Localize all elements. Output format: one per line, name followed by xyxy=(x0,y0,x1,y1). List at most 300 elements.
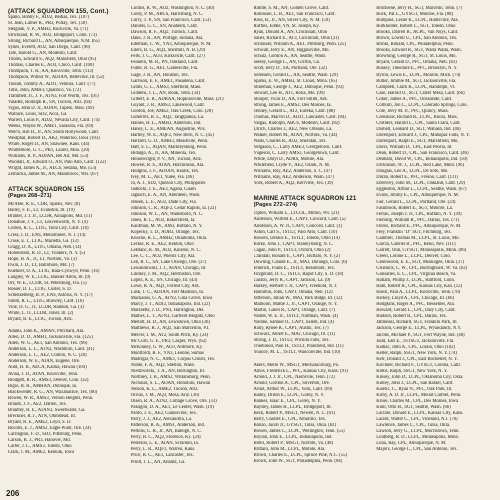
roster-entry: Nisbet, W. E. Jr., 1STLT, Nuttman, Wash. (4) xyxy=(253,314,339,320)
roster-entry: Ruffles, Eddie, YN, St. Joseph, Ky. xyxy=(253,24,320,30)
roster-entry: Krebs, Ralph, SSGT, New York, N. Y. xyxy=(376,368,448,374)
roster-entry: Dickinson, W. J., LCPL, Red Lake, Minn. (96) xyxy=(376,163,465,169)
roster-entry: Williams, Ray, AE2, Anderson, Wash. (47) xyxy=(253,175,334,181)
roster-entry: Johnson, W. L., AN, Wadesboro, N. C. xyxy=(130,211,204,217)
roster-entry: Brown, John W., SGT, Philadelphia, Penn. (84) xyxy=(253,459,343,465)
roster-entry: Lawrence, James C., CPL, Tulsa, Okla. xyxy=(376,423,451,429)
roster-entry: Ross, B., Jr., AN, Silver City, N. M. (59) xyxy=(253,18,330,24)
roster-entry: Thoms, Edward S., AQ2, Mansfield, Ohio (95) xyxy=(8,57,97,63)
roster-entry: Pakugon, D. A., AE1, Le Center, Wash. (19) xyxy=(130,405,214,411)
roster-entry: Vergason, C., Larry AME3, Georgetown, Calif. xyxy=(253,145,343,151)
roster-entry: Williams, Roy, AE2, Anderson, S. C. (47) xyxy=(253,169,332,175)
roster-entry: Adams, John K., AMAN, Pritchard, Ala. xyxy=(8,329,85,335)
roster-entry: Schwab, Jerry E., AN, Higginsville, Mo. xyxy=(253,48,330,54)
roster-entry: Tipton, William L., LTCOL, Milton, Ws. (21) xyxy=(253,211,340,217)
roster-entry: Allen, W. G., AE1, San Antonio, Tex. (96) xyxy=(8,341,88,347)
roster-entry: Martin, Galen R., CAPT, Orange, Calif. (7) xyxy=(253,308,335,314)
roster-entry: Eggleston, Arthur L., LCPL, Seattle, Wash. (67) xyxy=(376,187,467,193)
roster-entry: Walls, Charles R., AO2, Sheridan, Tex. xyxy=(253,139,327,145)
roster-entry: Strong, J. D., 1STLT, Wichita Falls, Tex. xyxy=(253,338,330,344)
roster-entry: Browning, George R., SGT, St. Louis, Mo. xyxy=(376,54,457,60)
roster-entry: Kopecky, T. D., AOB3, Orange, Tex. xyxy=(130,229,200,235)
roster-entry: Ham, Robert R., CPL, Kansas City, Kan. (12) xyxy=(376,284,463,290)
roster-entry: Breckner, R. J., ATN, Ohmstead, Ill. xyxy=(8,413,77,419)
roster-entry: Matthews, R. J., AQ2, San Marcelino, P.I. xyxy=(130,326,210,332)
roster-entry: Weeks, Wayne W., AME1, Sarasota, Fla. (69) xyxy=(8,123,94,129)
roster-entry: Bussey, Theodore E., PFC, Brooklyn, N. Y. xyxy=(376,66,458,72)
roster-entry: Ferrau, Joseph J. Jr., CPL, Buffalo, N. Y. (39) xyxy=(376,211,462,217)
roster-entry: Williams, R. P., ADJAN, Bel Air, Md. (53) xyxy=(8,154,89,160)
roster-entry: Jackson, George E., LCPL, Wyandanch, N.Y. xyxy=(376,326,462,332)
roster-entry: Anderson, L. L., ATN3, Washburn, Calif. (41) xyxy=(8,347,95,353)
roster-entry: Strong, James E., AMS2, Des Moines, Ia. xyxy=(253,102,332,108)
roster-entry: Bryant, R. E., AME2, Loyd, S. D. xyxy=(8,419,72,425)
roster-entry: Cress, J. D., ENS, Menominee, N. J. (14) xyxy=(8,232,86,238)
roster-entry: Warren, Louis P., ADJ2, Nevada City, Calif. (74) xyxy=(8,117,100,123)
roster-entry: Gage, J. R., AN, Houston, Tex. xyxy=(130,72,189,78)
roster-entry: Whitefield, Clyde V., AE2, Ozark, N. M. xyxy=(253,163,331,169)
roster-entry: Sparks, E. W., AMH3, St. Cloud, Minn. (65) xyxy=(253,78,337,84)
roster-entry: Stineman, George J., AE2, Dubuque, Penn. (93) xyxy=(253,84,344,90)
roster-entry: Bowen, James C., LCPL, Wellington, Tenn. (55) xyxy=(253,429,345,435)
roster-entry: Orr, W. E., LCDR, St. Petersburg, Fla. (5) xyxy=(8,280,87,286)
roster-entry: Fair, Gerald L., LCPL, Portland, Ore. (24) xyxy=(376,199,456,205)
roster-entry: Butler, Jimmie M., SGT, Jacksonville, Fla. xyxy=(376,78,457,84)
roster-entry: Garrett, Olin, GYSGT, Minneapolis, Minn. (86) xyxy=(376,247,467,253)
roster-entry: Strong, Richard L., AN, Albuquerque, N.M. (65) xyxy=(8,39,100,45)
roster-entry: Trueblood, Paul H., 1STLT, Plainfield, Ind. (11) xyxy=(253,344,344,350)
roster-entry: Jones, R. L., AO2, Bakersfield, Ia. xyxy=(130,217,196,223)
roster-entry: Thomas, Charles E., AO3, Chico, Calif. (100) xyxy=(8,63,94,69)
roster-entry: Rosser, D. L., LTJG, Custer, S. D. xyxy=(8,286,72,292)
roster-entry: Pruitt, J. L., AN, Atlanta, Ga. xyxy=(130,459,186,465)
roster-entry: Welch, Hill H., Jr., AN, South Hollywood, Calif. xyxy=(8,129,100,135)
roster-entry: Cole, Jerry M. Jr., PFC, Quincy, Mass. xyxy=(376,108,449,114)
roster-entry: Brown, Lowell U., CPL, San Antonio, Tex. xyxy=(376,36,458,42)
roster-entry: Coker, James A., PFC, Oceanside, Calif. xyxy=(376,96,453,102)
roster-entry: Fasnbrook, Robert E., SGT, Monroe, La. xyxy=(376,205,453,211)
roster-entry: Clark, J. M., AME2, Keokuk, Iowa xyxy=(8,450,75,456)
roster-entry: Colburn, Jon C., LCPL, Colorado Springs, Colo. xyxy=(376,102,468,108)
roster-entry: Gragg, D. A., LTJG, Omaha, Neb. (14) xyxy=(8,244,82,250)
roster-entry: Bonzo, Jacob Jr., GYSGT, Tulsa, Okla. (82) xyxy=(253,423,336,428)
roster-entry: Hawk, Paul A., LCPL, Knoxville, Tenn. (70) xyxy=(376,290,461,296)
roster-entry: Anderson, L. C., AE2, Clinton, N. C. (20) xyxy=(8,353,87,359)
roster-entry: Whittemore, G. C., PR1, Laurel, Miss. (20) xyxy=(8,148,90,154)
roster-entry: St. Jean, Luther R., PR3, Pollay, Tex. (58) xyxy=(8,21,87,27)
roster-entry: Case, Harold O., SGT, Crater Mesa, Calif. (66) xyxy=(376,90,465,96)
roster-entry: Cruse, E. J., LTJG, Marietta, Ga. (12) xyxy=(8,238,79,244)
page-number: 206 xyxy=(6,489,20,498)
roster-entry: Ulrich, Charles J., AE2, New Orleans, La. xyxy=(253,126,333,132)
roster-entry: Hudgins, J. F., ADJAN, Kealik, Tex. xyxy=(130,169,200,175)
roster-entry: White, L. O., LCDR, Joliet, Ill. (2) xyxy=(8,311,74,317)
roster-entry: Luna, Ray, CPL, Albuquerque, N. M. xyxy=(376,441,447,447)
roster-entry: Kinley, John J., LCPL, San Rafael, Calif. xyxy=(376,380,454,386)
roster-entry: Boylan, John E., LCPL, Indianapolis, Ind. xyxy=(253,435,333,441)
roster-entry: Akers, Merle W., MSGT, Mechanicsburg, Pa. xyxy=(253,362,339,368)
roster-entry: Colby, P. M., ABCS, Harrisburg, N. C. xyxy=(130,12,204,18)
roster-entry: Judd, Earl E., 1STSGT, Jacksonville, Fla. xyxy=(376,338,455,344)
roster-entry: Irwin, J. D., LT, Baltimore, Md. (7) xyxy=(8,262,75,268)
roster-entry: Wallace, Louis, SD2, Acca, Ga. xyxy=(8,111,68,117)
roster-entry: Howell, R. S., ATAN, Hutchinson, Ala. xyxy=(130,163,205,169)
roster-entry: Brown, Charles E., LCPL, Spruce Pine, N.C. (55) xyxy=(253,453,347,459)
roster-entry: Kuhl, Otto H., SGT, Seattle, Wash. (66) xyxy=(376,405,451,411)
roster-entry: Daniels, G. C., SN, Anaheim, Calif. xyxy=(130,24,198,30)
roster-entry: White, Daryl D., ADRS, Mobile, Ala. xyxy=(253,157,325,163)
roster-entry: Westphal, Robert H., AK2, Waterloo, Iowa (103) xyxy=(8,135,100,141)
roster-entry: Bowers, Dennis E., 1STLT, Toledo, Ohio (14) xyxy=(253,235,340,241)
roster-entry: Vugeson, C. Larry AMS3, Georgetown, Calif. xyxy=(253,151,340,157)
roster-entry: Gambrel, Thomas M., LCPL, St. Louis, Mo. xyxy=(376,235,460,241)
roster-entry: Peterson, L. E., ATAN, Scranton, Ia. xyxy=(130,441,199,447)
roster-entry: Kadlac, John A., CPL, Lorain, Ohio (102) xyxy=(376,344,456,350)
roster-entry: Beck, Robert P., MSGT, Newell, N. C. (61) xyxy=(253,410,335,416)
roster-entry: Schenkelberg, R. P., ENS, Astoria, N. Y. (17) xyxy=(8,292,93,298)
roster-entry: Allen, D. D., AMH1, Jacksonville, Fla. (125) xyxy=(8,335,93,341)
roster-entry: Robinson, L. R., AE1, San Francisco, Calif. xyxy=(253,12,336,18)
section-pages: (Pages 268–271) xyxy=(8,193,52,200)
roster-entry: Riddle, S. M., AN, Golden Grove, Calif. xyxy=(253,6,330,11)
roster-entry: Hudson, Robert R., CPL, Dallas, Tex. xyxy=(376,314,448,320)
roster-column xyxy=(376,6,492,490)
roster-entry: Crandall, Ronald E., CAPT, Buffalo, N. Y. (2) xyxy=(253,253,340,259)
roster-entry: Marcy, J. T., ADJ2, Indianapolis, Ind. (22) xyxy=(130,302,211,308)
roster-entry: Wright, James A., Jr., AECS, Sedalia, Mo. (53) xyxy=(8,166,97,172)
roster-entry: Blackwelder, R. G., AN, Waxahachie, Tex. (86) xyxy=(8,389,98,395)
roster-entry: Carson, R. J., PR3, Hanover, Md. xyxy=(8,438,71,444)
roster-entry: Olsen, R. A., ATN2, Cottage Grove, Ore. (33) xyxy=(130,399,217,405)
roster-entry: Patterson, R. A., AMS1, Anderson, Ind. xyxy=(130,423,205,429)
roster-entry: Marzeetta, J. D., PN3, Harrington, Del. xyxy=(130,308,205,314)
roster-entry: Hamilton, John, CAPT, Omaha, Neb. (12) xyxy=(253,290,333,296)
roster-entry: Burkholder, Robert L., SGT, Toledo, Ohio xyxy=(376,24,456,30)
roster-entry: Duran, Robert E., PFC, Fresno, Calif. (111) xyxy=(376,175,458,181)
roster-entry: Brantley, R. E., ATAN3, Sweetwater, Ga. xyxy=(8,407,86,413)
roster-entry: Baysley, James R., LCPL, Bridgeport, Ill. xyxy=(253,404,332,410)
roster-entry: Cagan, John P., 1STLT, Oxford, Ohio (2) xyxy=(253,247,331,253)
roster-entry: Valadez, Rudolph R., SN, Tucson, Ariz. (64) xyxy=(8,99,92,105)
roster-entry: Strickland, R. W., AO2, Bridgeport, Conn. (73) xyxy=(8,33,97,39)
roster-entry: Dawson, R. F., AQ2, Turlock, Calif. xyxy=(130,30,199,36)
roster-entry: Mercer, J. M., AT2, South Pitch, Ky. (24) xyxy=(130,332,209,338)
roster-entry: Jacobs, Michael P., SGT, Fort Wayne, Ind. (40) xyxy=(376,332,465,338)
roster-entry: Sorensen, Gerald L., AA, Seattle, Wash. (29) xyxy=(253,72,338,78)
roster-entry: Davis, William D., CPL, East Peoria, Ill. xyxy=(376,145,453,151)
roster-column xyxy=(254,6,370,490)
roster-entry: Brooks, Edward R., SGT, Walla Walla, Wash. xyxy=(376,48,462,54)
roster-entry: Hallam, Phillip J., LCPL, Hartford, Conn. xyxy=(376,278,456,284)
roster-entry: Walker, Robert M., ATAN, Norfolk, Va. (44) xyxy=(253,132,338,138)
roster-entry: Guyant, J. R., AMS3, Lakewood, Calif. xyxy=(130,102,205,108)
roster-entry: McAfee, R. E., CDR, Sparks, Nev. (8) xyxy=(8,202,80,208)
roster-entry: Parry, J. J., AE2, Alexandria, La. xyxy=(130,417,193,423)
roster-entry: Davenport, Ralph E., SGT, Marshfield, Mo. xyxy=(376,139,459,145)
roster-entry: Brooks, Darrell R., ACPL, Van Nuys, Calif. xyxy=(376,30,459,36)
roster-entry: Ryan, Donald A., AN, Cincinnati, Ohio xyxy=(253,30,328,36)
roster-entry: Sauer, Richard E., AT3, Cincinnati, Ohio (31) xyxy=(253,36,340,42)
roster-entry: Jefferson, Julian W., MAJ, Park Ridge, Ill. (12) xyxy=(253,296,343,302)
roster-entry: Majors, George L., CPL, San Antonio, Tex. xyxy=(376,447,458,453)
section-heading: MARINE ATTACK SQUADRON 121 xyxy=(253,195,357,203)
roster-entry: Ivey, M. L., AE1, Yulee, Fla. (46) xyxy=(130,175,194,181)
roster-entry: Hartley, W. E., AQF2, New Bern, N. C. (45) xyxy=(130,132,214,138)
roster-entry: Kaufman, M. W., AM3, Buffalo, N. Y. xyxy=(130,223,203,229)
roster-entry: Lewandowski, J. J., ATAN, Chicago, Ill. xyxy=(130,266,207,272)
roster-entry: Darnell, Leonard D., SGT, Wabash, Ind. (46) xyxy=(376,126,461,132)
roster-entry: Brehl, Robert P., MSGT, Norfolk, Va. (48) xyxy=(253,441,334,447)
roster-entry: Lusk, T. C., ADJAN, Fort Madison, Ia. xyxy=(130,290,204,296)
roster-entry: Fleming, William R., PFC, Dallas, Tex. (71) xyxy=(376,217,460,223)
roster-entry: Blodgett, R. R., AMS3, Denver, Colo. (32) xyxy=(8,377,89,383)
roster-entry: Eilers, R. G., AQ3, Shermill, N. B. (29) xyxy=(130,48,206,54)
roster-entry: Felts, J. C., AO3, Kirksville, Calif. (27) xyxy=(130,54,205,60)
roster-entry: Amos, Frederick L., PFC, Kansas City, Kans. (91) xyxy=(253,368,348,374)
roster-entry: Hodgkins, Roger A., PFC, Bessemer, Ala. xyxy=(376,302,455,308)
roster-entry: Tate, Harold G., AN, Modesto, Calif. xyxy=(8,51,78,57)
roster-entry: Campbell, Clark K., LCPL, Randolph, Vt. xyxy=(376,84,456,90)
roster-entry: Davenport, Edward J., CPL, Mahopac Falls, N. Y. xyxy=(376,132,470,138)
roster-entry: Kinsey, John D., LCPL, Oklahoma City, Okla. xyxy=(376,374,464,380)
roster-entry: Garrison, E. F., AME1, Pasadena, Calif. xyxy=(130,78,206,84)
section-heading: (ATTACK SQUADRON 155, Cont.) xyxy=(8,8,109,15)
section-gap xyxy=(8,178,124,184)
roster-entry: Anderson, A. W. Jr., CAPT, Concord, Calif. (1) xyxy=(253,223,343,229)
roster-entry: Nelson, K. L., AME2, Tucson, Ariz. xyxy=(130,386,199,392)
roster-entry: Carter, J. L., AMS3, Toledo, Ohio xyxy=(8,444,72,450)
roster-entry: McKinney, G. W., AO3, Ardmore, Ky. xyxy=(130,344,203,350)
roster-entry: Berry, Charles E., CPL, Amarillo, Tex. xyxy=(253,416,327,422)
roster-entry: LeBlanc, K. M., AO2, Kinston, N. C. xyxy=(130,247,201,253)
roster-entry: Bankes, Isaac E., CPL, Gorey, N. Y. xyxy=(253,398,322,404)
section-gap xyxy=(254,187,370,193)
roster-entry: Montfordi, R. F., YN3, Leonne, Sumas xyxy=(130,350,204,356)
roster-entry: Woodall, Jr., Edward O., AN, Palo Alto, Calif. (122) xyxy=(8,160,107,166)
roster-entry: Fitzgerald, D. C., 1STLT, Rapid City, S. D. (18) xyxy=(253,271,344,277)
roster-entry: Giddens, J. L., AN, Rook, Tenn. (34) xyxy=(130,90,200,96)
roster-entry: Byron, Lewis E., LCPL, Monroe, Mich. (74) xyxy=(376,72,461,78)
roster-entry: Haines, H. L., AMH3, Anderson, Ind. xyxy=(130,120,202,126)
roster-entry: Garcia, Gabriel B., PFC, Reno, Nev. (111) xyxy=(376,241,456,247)
roster-entry: Nodine, Samuel O., CAPT, Salem, Ind. (4) xyxy=(253,320,334,326)
roster-entry: Dean, Robert D., CPL, San Francisco, Calif. (46) xyxy=(376,151,469,157)
roster-entry: Arnot, Arthur W., LCPL, York, Calif. (69) xyxy=(253,386,333,392)
roster-entry: Thieall, Tommy A., ADJ1, Ventura, Calif. (77) xyxy=(8,81,96,87)
roster-entry: Noble, F. A., AQ2, Shelton, Wash. xyxy=(130,362,196,368)
roster-entry: Collins, R. W., AO2, Washington, N. C. (40) xyxy=(130,6,215,11)
roster-entry: Mellott, H. D., AN, Lewistown, Ohio (36) xyxy=(130,320,210,326)
roster-entry: Crenshaw, Richard R., LCPL, Biloxi, Miss. xyxy=(376,114,458,120)
roster-entry: Jensen, L. E., AO2, Dade City, Fla. xyxy=(130,199,197,205)
roster-column xyxy=(8,6,124,490)
roster-entry: Brinki, Ronald, CPL, Philadelphia, Penn. xyxy=(376,42,454,48)
roster-entry: Ja, A. J., SD2, Quezon City, Philippines xyxy=(130,181,206,187)
roster-entry: Thompson, Wilbur W., ADJAN, Belleville, Ill. (52) xyxy=(8,75,105,81)
roster-entry: Harkey, Herbert J. Jr., CAPT, Freehold, N. J. xyxy=(253,283,338,289)
roster-entry: Hope, H. A., Jr., LT, Norfolk, Va. (3) xyxy=(8,256,77,262)
roster-entry: Bucolts, E. J., AMS2, Eagle Point, Ore. (24) xyxy=(8,425,92,431)
roster-entry: Kirchner, Richard F., GYSGT, Corona, Calif. xyxy=(376,362,462,368)
roster-entry: Anderson, W. E., ATAN, Eugene, Ore. xyxy=(8,359,81,365)
roster-entry: Jablonski, Richard, SGT, Franklin Park, Ill. xyxy=(376,320,458,326)
roster-entry: Thompson, T. R., AA, Knoxville, Tenn. (113) xyxy=(8,69,94,75)
roster-entry: Scott, Jerry D., SA, Portland, Ore. (32) xyxy=(253,66,327,72)
roster-entry: Pardo, J. E., AE2, Gainesville, Tex. xyxy=(130,411,197,417)
roster-entry: Bailey, F. E., LT, Evanston, Ill. (19) xyxy=(8,208,75,214)
roster-entry: Dowling, Claude E., Jr., MAJ, Durango, Colo. (6) xyxy=(253,259,348,265)
roster-entry: Curry, T. P., SN, San Francisco, Calif. (53) xyxy=(130,18,211,24)
roster-entry: Crothers, Harold L., CPL, Santa Clara, Calif. xyxy=(376,120,461,126)
roster-entry: Gunsalles, E. C., CPL, Virginia Beach, Va. xyxy=(376,272,457,278)
roster-entry: Perry, R. C., AQ2, Florence, Ky. (24) xyxy=(130,435,201,441)
roster-entry: Leckie, R. E., AE2, Kenton, Ohio xyxy=(130,241,194,247)
roster-entry: Tenney, Gerald L., AT2, Eureka, Calif. (88) xyxy=(253,108,335,114)
roster-entry: Knoche, R. L., AMH2, Oklahoma, Okla. xyxy=(130,235,208,241)
roster-entry: Schlosser, William A., AE1, Pittsburg, Penn. (25) xyxy=(253,42,346,48)
roster-entry: Mamoon, Mattie J., Jr., CAPT, Orange, N. Y. xyxy=(253,302,338,308)
roster-entry: Burke, John J., CAPT, Stanleysburg, N. C. xyxy=(253,241,334,247)
roster-entry: Kerr, Donald J., CPL, East Rochester, N. Y. xyxy=(376,356,458,362)
roster-entry: White, Roger D., AN, Shawnee, Kans. (44) xyxy=(8,141,90,147)
roster-entry: Price, R. C., AE1, Lancaster, Tex. xyxy=(130,453,194,459)
roster-entry: Housewright, P. V., AN, Tucson, Ariz. xyxy=(130,157,202,163)
roster-entry: Mackanos, G. A., ATN2, Gina Grove, Iowa xyxy=(130,296,212,302)
roster-entry: Thomas, Marvin D., ADJ1, Lancaster, Calif. (84) xyxy=(253,114,346,120)
roster-entry: Lawson, Jerry G., LCPL, Morristown, Tenn. xyxy=(376,429,460,435)
roster-entry: Florez, Richard E., PFC, Albuquerque, N. M. xyxy=(376,223,462,229)
roster-entry: Gaston, Jerry R., CAPT, Jackson, La. (9) xyxy=(253,277,331,283)
roster-entry: Younce, M. L., 1STLT, Wauconville, Ind. (10) xyxy=(253,350,341,356)
roster-entry: Lee, C. C., AO2, Phenix City, Ala. xyxy=(130,253,196,259)
roster-entry: Sykes, Everett, AO2, San Diego, Calif. (98) xyxy=(8,45,91,51)
roster-entry: Howard, Gerald L., CPL, Daly City, Calif. xyxy=(376,308,456,314)
roster-entry: Rudy, Rynee R., CAPT, Austin, Tex. (7) xyxy=(253,326,329,332)
roster-entry: Vigus, John D. Jr., AOAN, Tupelo, Miss. (69) xyxy=(8,105,94,111)
roster-entry: Nicholas, S. L., AOAN, Honolulu, Hawaii xyxy=(130,380,211,386)
roster-entry: Langley, W. E., LTJG, Banner Alton, Ill. (9) xyxy=(8,274,91,280)
roster-entry: Fuller, R. G., AE1, Gainesville, Fla. xyxy=(130,66,199,72)
roster-entry: Donahue, J. F., LT, Leavenworth, N. Y. (4) xyxy=(8,220,88,226)
roster-entry: Emerick, Frank E., 1STLT, Beaumont, Tex. xyxy=(253,265,335,271)
roster-entry: Anderson, Wilfred E., CAPT, Concord, Calif. (5) xyxy=(253,217,346,223)
roster-entry: Arnold, Gordon A., CPL, Silverton, Ore. xyxy=(253,380,330,386)
roster-entry: Arnold, J. J. Jr., CPL, Nashville, Tenn. (72) xyxy=(253,374,335,380)
roster-entry: Green, Lonnie L., LCPL, Denver, Colo. xyxy=(376,253,451,259)
roster-entry: Hatt, S. L., AQAN, Markleysburg, Penn. xyxy=(130,145,208,151)
section-pages: (Pages 272–274) xyxy=(253,202,298,209)
roster-entry: Lindberg, R. D., LCPL, Minneapolis, Minn. xyxy=(376,435,459,441)
roster-entry: Aston, Carl S., 1STLT, Palo Alto, Calif. (10) xyxy=(253,229,337,235)
roster-entry: Brittain, John M., LCPL, Mobile, Ala. xyxy=(253,447,326,453)
roster-entry: Kiselic, C., Ryan N., PFC, Oak Park, Ill. xyxy=(376,386,453,392)
roster-entry: Bryant, B. E., LTJG, Tucson, Ariz. xyxy=(8,317,73,323)
roster-entry: Gilbert, E. R., ADRAA, Hopkinsville, Mass. (21) xyxy=(130,96,224,102)
roster-entry: Kruse, Charles M., CPL, Des Moines, Iowa xyxy=(376,399,459,405)
roster-entry: Bryant, Gerald D., PFC, Omaha, Neb. (83) xyxy=(376,60,457,66)
roster-entry: Vine, D. G., Jr., LCDR, Haddon, Ga. (3) xyxy=(8,305,84,311)
roster-entry: Frey, Franklin "D" SGT, Fitchburg, Tex. xyxy=(376,229,452,235)
roster-entry: Bramer, J. J. Jr., LCDR, Annapolis, Md. (11) xyxy=(8,214,92,220)
roster-entry: Kirby, A. D. Jr., LCPL, Mount Carmel, Penn. xyxy=(376,393,462,398)
roster-column xyxy=(131,6,247,490)
roster-entry: Evans, Jimmy E., CPL, Albuquerque, N. M. xyxy=(376,193,459,199)
roster-entry: Steiguan, V. P., AMH3, Rockville, Va. (71) xyxy=(8,27,89,33)
roster-entry: Olivas, J. M., AQ3, Mesa, Ariz. (36) xyxy=(130,393,200,398)
roster-entry: Schwarz, Albert E., MAJ, Chicago, Ill. (11) xyxy=(253,332,336,338)
roster-entry: Stooper, Vicar D., AA, Fort Smith, Ark. xyxy=(253,96,328,102)
roster-entry: Madrigal, N. C., AME1, Corpus Christi, Tex. xyxy=(130,356,216,362)
roster-entry: Bailey, Dillon E., LCPL, Gorey, N. Y. xyxy=(253,392,325,398)
roster-entry: Douglas, Leo A., LCPL, De Soto, Mo. xyxy=(376,169,449,175)
roster-entry: Keller, Ralph, SSGT, New York, N. Y. (74) xyxy=(376,350,457,356)
roster-entry: Hohenstein, R. D., LT, Yonkers, N. Y. (5) xyxy=(8,250,86,256)
roster-entry: Mc Curb, G. E., PR3, Casper, Wyo. (62) xyxy=(130,338,207,344)
roster-entry: Lopez, A. E., SN, Chicago, Ill. (43) xyxy=(130,278,198,284)
roster-entry: Ebersvey, John M., LCPL, Oakland, Calif. (29) xyxy=(376,181,465,187)
roster-entry: York, Robert A., AQ2, Kerrville, Tex. (39) xyxy=(253,181,334,187)
roster-entry: Northley, J. B., AMS2, Wilkinsburg, Penn. xyxy=(130,374,211,380)
roster-entry: Hickey, Lloyd A., CPL, Chicago, Ill. (66) xyxy=(376,296,455,302)
roster-entry: Bumpass, Leslie K., LCPL, Huntsville, Ala. xyxy=(376,18,459,24)
roster-entry: Spano, Bobby F., ADJ2, Bedias, Tex. (107) xyxy=(8,15,89,20)
roster-entry: Hartzell, G. D., AMH3, Meadville, Penn. xyxy=(130,139,209,145)
roster-entry: Tims, John, AMH3, Quantico, Va. (72) xyxy=(8,87,81,93)
roster-entry: Auld, H. B., AECA, Kailua, Hawaii (104) xyxy=(8,365,87,371)
roster-entry: Brandt, J. F., AE2, Darien, Tex. xyxy=(8,401,67,407)
roster-entry: Carrington, F. D., SD3, Pittsburg, Penn. xyxy=(8,432,83,437)
roster-entry: Jagusch, E. A., AN, Aberdeen, Wash. xyxy=(130,193,201,199)
roster-entry: Schulz, Gordon A., AN, Seattle, Wash. xyxy=(253,54,327,60)
roster-entry: Lowe, R. A., AQ1, Forrest City, Ark. xyxy=(130,284,200,290)
roster-entry: Edelman, C. W., YN3, Albuquerque, N. M. xyxy=(130,42,212,48)
roster-entry: Gruenick, C. W., CPL, Burlinghurst, W. Va. (62) xyxy=(376,266,468,272)
roster-entry: Gutierrez, R. L., AQ2, Tangipahoa, La. xyxy=(130,114,205,120)
roster-entry: Buck, Pat L., GYSGT, Monroe, Fla. (88) xyxy=(376,12,453,18)
roster-entry: Denham, David W., CPL, Indianapolis, Ind. (50) xyxy=(376,157,468,163)
roster-entry: Trammell, Jr., J. F., ATN3, Fort Worth, Tex. (91) xyxy=(8,93,99,99)
roster-entry: Greenwood, E. E., SGT, Muskogee, Okla. (37) xyxy=(376,259,465,265)
roster-entry: Smith, R. L., LTJG, Brawley, Calif. (16) xyxy=(8,299,84,305)
roster-entry: Zemlicka, James M., AN, Manitowoc, Wis. (67) xyxy=(8,172,99,178)
roster-entry: Perkins, C. R., Jr., AN, Raleigh, N. C. xyxy=(130,429,202,435)
roster-entry: Bowen, W. R., AMS3, Vernon Heights, Penn. xyxy=(8,395,94,401)
roster-entry: Kuehner, D. A., LTJG, Bala-Cynwyd, Penn. (16) xyxy=(8,268,100,274)
roster-entry: Mathes, L. T., ATN3, Garfield Heights, Ohio xyxy=(130,314,215,320)
roster-entry: Brufloene, Jerry H., SGT, Marcelin, Tenn. (7) xyxy=(376,6,462,11)
roster-entry: Cornes, R. L., LTJG, Yuba City, Calif. (10) xyxy=(8,226,89,232)
roster-entry: Gibbs, G. L., AMS3, Sheffield, Mass. xyxy=(130,84,202,90)
roster-entry: Johnson, C. R., AQF2, Cedar Rapids, Ia. (22) xyxy=(130,205,216,211)
roster-entry: Stewart, Lee H., AT1, Rolla, Mo. (99) xyxy=(253,90,325,96)
roster-entry: Seeley, George L., AN, Griffin, Ga. xyxy=(253,60,321,66)
roster-entry: Gordon, Joe, AME2, Oak Creek, Colo. (28) xyxy=(130,108,213,114)
roster-entry: Dake, J. R., AN, Portage, Indiana, Ala. xyxy=(130,36,204,42)
roster-entry: Hidalgo, A., Jr., AA, Mineola, Tex. xyxy=(130,151,197,157)
roster-entry: Laiard, Walter C., CPL, Vineland, N.J. (78) xyxy=(376,417,458,423)
roster-entry: Lindsey, J. M., AQ2, Hermiston, Ore. xyxy=(130,272,202,278)
roster-entry: Leh, R. C., SN, Lake Oswego, Ore. (37) xyxy=(130,259,207,265)
roster-entry: Laclare, Donald E., LCPL, Kansas City, Kans. xyxy=(376,411,464,417)
roster-entry: Vargas, Rudolph, ABCS, Modesto, Calif. (82) xyxy=(253,120,340,126)
section-heading: ATTACK SQUADRON 155 xyxy=(8,186,85,194)
roster-entry: Niedzwiecki, T. A., AN, Burlington, Ill. xyxy=(130,368,206,374)
roster-entry: Avina, J. D., ATAN, Knoxville, Tenn. xyxy=(8,371,79,377)
roster-entry: Haney, L. E., AMEAN, Augustine, Wis. xyxy=(130,126,206,132)
roster-entry: Perry, L. R., AQF1, Warren, Kans. xyxy=(130,447,196,453)
roster-entry: Fennelli, M. R., PN, Oakland, Calif. xyxy=(130,60,199,66)
roster-entry: Bigio, R. R., AMHAN, Dubuque, Ia. xyxy=(8,383,78,389)
